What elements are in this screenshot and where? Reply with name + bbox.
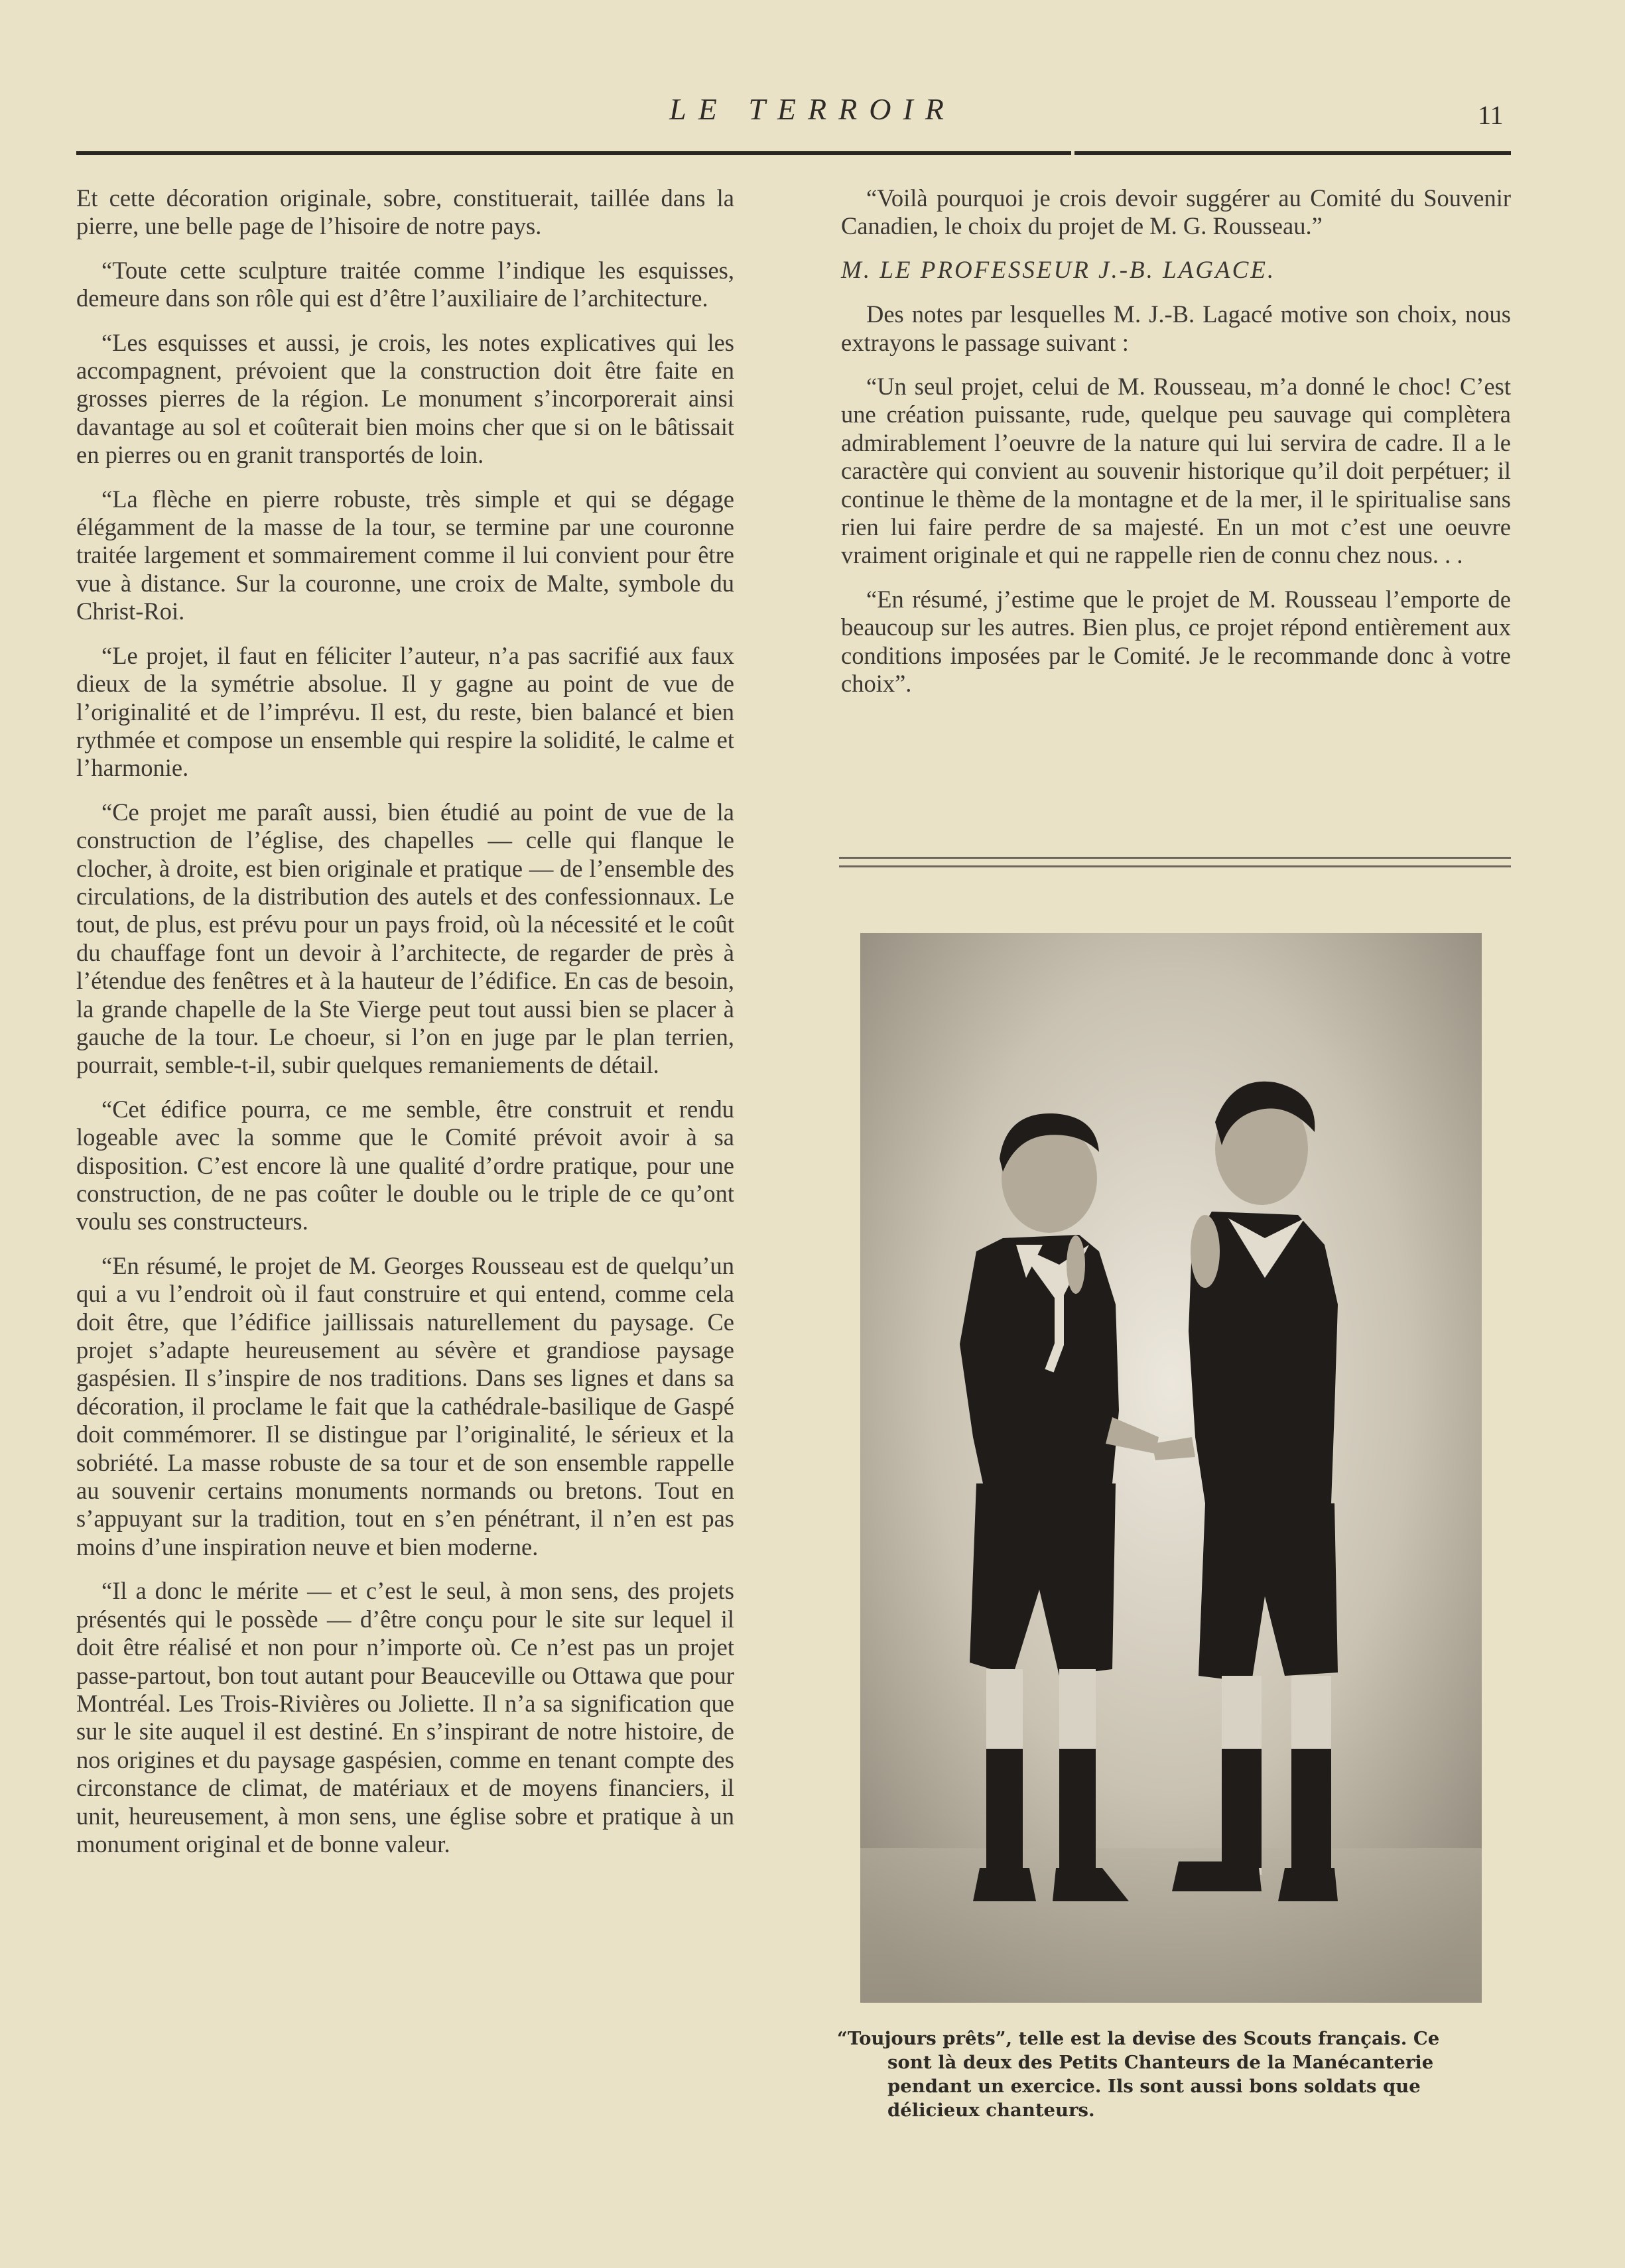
- paragraph: Et cette décoration originale, sobre, constituerait, taillée dans la pierre, une belle page de l’hisoire de notre pays.: [76, 184, 734, 240]
- left-column: [76, 184, 734, 1874]
- section-heading: M. LE PROFESSEUR J.-B. LAGACE.: [841, 256, 1276, 284]
- section-divider: [839, 857, 1511, 867]
- scouts-photograph: [860, 933, 1482, 2003]
- paragraph: “En résumé, j’estime que le projet de M. Rousseau l’emporte de beaucoup sur les autres. Bien plus, ce projet répond entièrement aux conditions imposées par le Comité. Je le recommande donc à votre choix”.: [841, 585, 1511, 698]
- paragraph: “Le projet, il faut en féliciter l’auteur, n’a pas sacrifié aux faux dieux de la symétrie absolue. Il y gagne au point de vue de l’originalité et de l’imprévu. Il est, du reste, bien balancé et bien rythmée et compose un ensemble qui respire la solidité, le calme et l’harmonie.: [76, 641, 734, 782]
- paragraph: “En résumé, le projet de M. Georges Rousseau est de quelqu’un qui a vu l’endroit où il faut construire et qui entend, comme cela doit être, que l’édifice jaillissais naturellement du paysage. Ce projet s’adapte heureusement au sévère et grandiose paysage gaspésien. Il s’inspire de nos traditions. Dans ses lignes et dans sa décoration, il proclame le fait que la cathédrale-basilique de Gaspé doit commémorer. Il se distingue par l’originalité, le sérieux et la sobriété. La masse robuste de sa tour et de son ensemble rappelle au souvenir certains monuments normands ou bretons. Tout en s’appuyant sur la tradition, tout en s’en pénétrant, il n’en est pas moins d’une inspiration neuve et bien moderne.: [76, 1251, 734, 1560]
- paragraph: “Toute cette sculpture traitée comme l’indique les esquisses, demeure dans son rôle qui est d’être l’auxiliaire de l’architecture.: [76, 256, 734, 312]
- paragraph: “Il a donc le mérite — et c’est le seul, à mon sens, des projets présentés qui le possède — d’être conçu pour le site sur lequel il doit être réalisé et non pour n’importe où. Ce n’est pas un projet passe-partout, bon tout autant pour Beauceville ou Ottawa que pour Montréal. Les Trois-Rivières ou Joliette. Il n’a sa signification que sur le site auquel il est destiné. En s’inspirant de notre histoire, de nos origines et du paysage gaspésien, comme en tenant compte des circonstance de climat, de matériaux et de moyens financiers, il unit, heureusement, à mon sens, une église sobre et pratique à un monument original et de bonne valeur.: [76, 1577, 734, 1858]
- caption-rest: sont là deux des Petits Chanteurs de la Manécanterie pendant un exercice. Ils sont aussi bons soldats que délicieux chanteurs.: [887, 2052, 1434, 2121]
- paragraph: “Ce projet me paraît aussi, bien étudié au point de vue de la construction de l’église, des chapelles — celle qui flanque le clocher, à droite, est bien originale et pratique — de l’ensemble des circulations, de la distribution des autels et des confessionnaux. Le tout, de plus, est prévu pour un pays froid, où la nécessité et le coût du chauffage font un devoir à l’architecte, de regarder de près à l’étendue des fenêtres et à la hauteur de l’édifice. En cas de besoin, la grande chapelle de la Ste Vierge peut tout aussi bien se placer à gauche de la tour. Le choeur, si l’on en juge par le plan terrien, pourrait, semble-t-il, subir quelques remaniements de détail.: [76, 798, 734, 1079]
- caption-first-line: “Toujours prêts”, telle est la devise des Scouts français. Ce: [837, 2028, 1440, 2049]
- paragraph: “Un seul projet, celui de M. Rousseau, m’a donné le choc! C’est une création puissante, rude, quelque peu sauvage qui complètera admirablement l’oeuvre de la nature qui lui servira de cadre. Il a le caractère qui convient au souvenir historique qu’il doit perpétuer; il continue le thème de la montagne et de la mer, il le spiritualise sans rien lui faire perdre de sa majesté. En un mot c’est une oeuvre vraiment originale et qui ne rappelle rien de connu chez nous. . .: [841, 373, 1511, 569]
- scouts-photo-illustration: [860, 933, 1482, 2003]
- header-rule-left: [76, 151, 1071, 155]
- paragraph: “Cet édifice pourra, ce me semble, être construit et rendu logeable avec la somme que le Comité prévoit avoir à sa disposition. C’est encore là une qualité d’ordre pratique, pour une construction, de ne pas coûter le double ou le triple de ce qu’ont voulu ses constructeurs.: [76, 1095, 734, 1235]
- photo-caption: [837, 2027, 1511, 2122]
- right-column: [841, 184, 1511, 714]
- paragraph: “La flèche en pierre robuste, très simple et qui se dégage élégamment de la masse de la tour, se termine par une couronne traitée largement et sommairement comme il lui convient pour être vue à distance. Sur la couronne, une croix de Malte, symbole du Christ-Roi.: [76, 485, 734, 625]
- running-title: LE TERROIR: [669, 92, 956, 126]
- paragraph: “Voilà pourquoi je crois devoir suggérer au Comité du Souvenir Canadien, le choix du projet de M. G. Rousseau.”: [841, 184, 1511, 240]
- page-number: 11: [1478, 100, 1504, 130]
- paragraph: “Les esquisses et aussi, je crois, les notes explicatives qui les accompagnent, prévoient que la construction doit être faite en grosses pierres de la région. Le monument s’incorporerait ainsi davantage au sol et coûterait bien moins cher que si on le bâtissait en pierres ou en granit transportés de loin.: [76, 328, 734, 469]
- paragraph: Des notes par lesquelles M. J.-B. Lagacé motive son choix, nous extrayons le passage suivant :: [841, 300, 1511, 356]
- header-rule-right: [1074, 151, 1511, 155]
